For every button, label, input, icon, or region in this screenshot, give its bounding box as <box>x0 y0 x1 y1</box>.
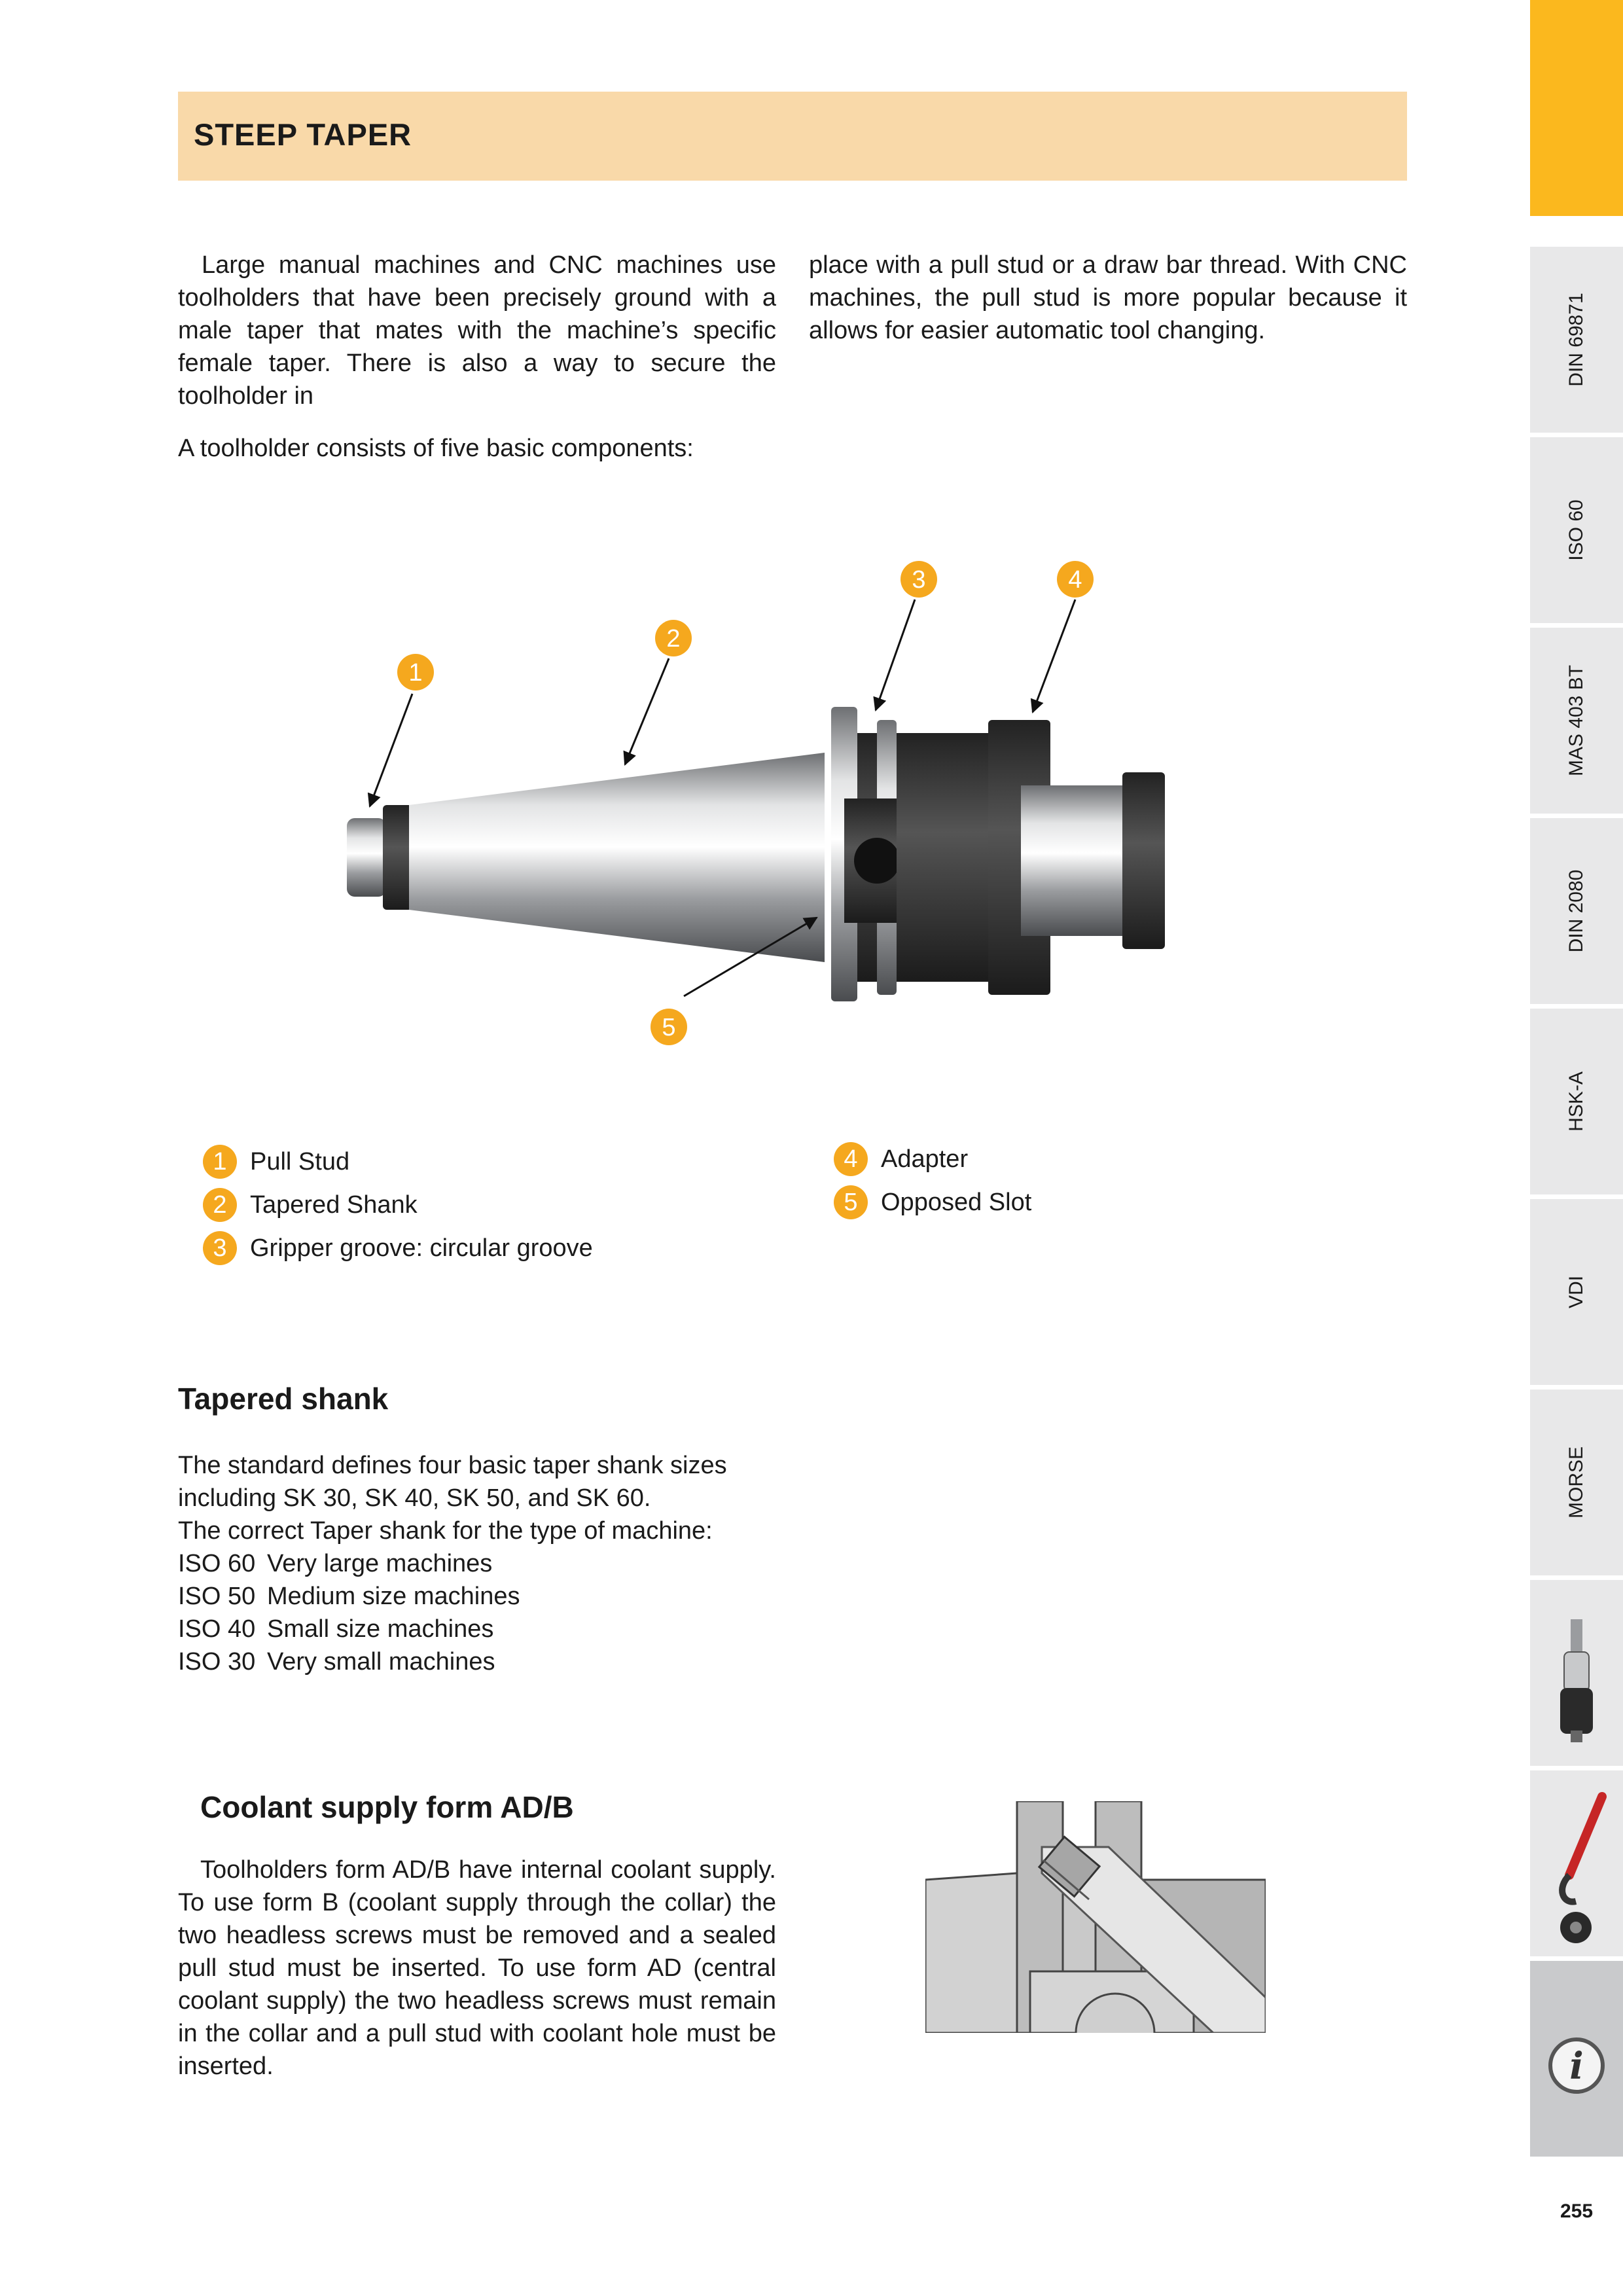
svg-text:4: 4 <box>1068 566 1082 594</box>
tapered-shank-heading: Tapered shank <box>178 1382 389 1416</box>
shank-size: ISO 30 <box>178 1648 256 1676</box>
shank-row <box>178 1645 832 1678</box>
sidebar <box>1530 0 1623 2157</box>
svg-text:i: i <box>1569 2045 1584 2088</box>
legend-label: Opposed Slot <box>881 1188 1032 1216</box>
shank-desc: Small size machines <box>267 1615 494 1643</box>
shank-row <box>178 1547 832 1580</box>
tab-label: MORSE <box>1565 1446 1587 1519</box>
legend-label: Gripper groove: circular groove <box>250 1234 593 1262</box>
legend-item <box>203 1183 593 1227</box>
legend-number: 5 <box>834 1185 868 1219</box>
tab-morse[interactable] <box>1530 1390 1623 1577</box>
callout-1 <box>397 654 434 691</box>
pull-stud-shape <box>347 805 412 910</box>
shank-size: ISO 50 <box>178 1583 256 1610</box>
legend-item <box>834 1181 1031 1224</box>
legend-label: Tapered Shank <box>250 1191 418 1219</box>
section-banner <box>178 92 1407 181</box>
tab-info[interactable] <box>1530 1961 1623 2157</box>
shank-desc: Medium size machines <box>267 1583 520 1610</box>
wrench-nut-icon <box>1530 1770 1623 1958</box>
tab-label: DIN 69871 <box>1565 293 1587 387</box>
legend-number: 1 <box>203 1145 237 1179</box>
coolant-heading: Coolant supply form AD/B <box>200 1790 574 1824</box>
intro-paragraph-left: Large manual machines and CNC machines use toolholders that have been precisely ground with a male taper that mates with the machine’s specific female taper. There is also a way to secure the toolholder in <box>178 251 776 410</box>
tab-drill-chuck[interactable] <box>1530 1580 1623 1768</box>
shank-desc: Very large machines <box>267 1550 493 1577</box>
sidebar-accent <box>1530 0 1623 216</box>
tab-label: ISO 60 <box>1565 499 1587 561</box>
shank-row <box>178 1613 832 1645</box>
shank-row <box>178 1580 832 1613</box>
tab-vdi[interactable] <box>1530 1199 1623 1387</box>
adapter-shape <box>897 720 1165 995</box>
tab-label: HSK-A <box>1565 1071 1587 1132</box>
tab-mas-403-bt[interactable] <box>1530 628 1623 816</box>
coolant-text: Toolholders form AD/B have internal coolant supply. To use form B (coolant supply through the collar) the two headless screws must be removed and a sealed pull stud must be inserted. To use form AD (central coolant supply) the two headless screws must remain in the collar and a pull stud with coolant hole must be inserted. <box>178 1856 776 2080</box>
legend-number: 3 <box>203 1231 237 1265</box>
legend-item <box>203 1140 593 1183</box>
callout-4 <box>1057 561 1094 598</box>
drill-chuck-icon <box>1530 1580 1623 1768</box>
info-icon <box>1530 1961 1623 2157</box>
shank-size: ISO 40 <box>178 1615 256 1643</box>
shank-size: ISO 60 <box>178 1550 256 1577</box>
shank-line-2: including SK 30, SK 40, SK 50, and SK 60. <box>178 1484 651 1512</box>
shank-desc: Very small machines <box>267 1648 495 1676</box>
legend-left <box>203 1140 593 1270</box>
tab-hsk-a[interactable] <box>1530 1009 1623 1196</box>
tab-label: MAS 403 BT <box>1565 664 1587 777</box>
legend-label: Adapter <box>881 1145 969 1173</box>
shank-line-3: The correct Taper shank for the type of machine: <box>178 1517 713 1545</box>
tab-label: DIN 2080 <box>1565 869 1587 953</box>
shank-line-1: The standard defines four basic taper shank sizes <box>178 1452 727 1479</box>
svg-text:2: 2 <box>666 625 681 653</box>
svg-text:1: 1 <box>408 659 423 687</box>
svg-text:3: 3 <box>912 566 926 594</box>
legend-number: 4 <box>834 1142 868 1176</box>
legend-right <box>834 1138 1031 1224</box>
page-number: 255 <box>1560 2200 1594 2222</box>
callout-3 <box>901 561 937 598</box>
tab-din-69871[interactable] <box>1530 247 1623 435</box>
tapered-shank-text <box>178 1449 832 1678</box>
page-title: STEEP TAPER <box>194 117 412 152</box>
callout-5 <box>651 1009 687 1045</box>
intro-paragraph-right: place with a pull stud or a draw bar thread. With CNC machines, the pull stud is more popular because it allows for easier automatic tool changing. <box>809 251 1407 344</box>
tab-din-2080[interactable] <box>1530 818 1623 1006</box>
legend-label: Pull Stud <box>250 1147 350 1175</box>
legend-item <box>203 1227 593 1270</box>
legend-item <box>834 1138 1031 1181</box>
tab-wrench[interactable] <box>1530 1770 1623 1958</box>
callout-2 <box>655 620 692 656</box>
legend-number: 2 <box>203 1188 237 1222</box>
tab-label: VDI <box>1565 1275 1587 1309</box>
tab-iso-60[interactable] <box>1530 437 1623 625</box>
toolholder-diagram <box>327 537 1178 1060</box>
tapered-shank-shape <box>409 753 825 962</box>
components-intro: A toolholder consists of five basic components: <box>178 435 694 462</box>
svg-text:5: 5 <box>662 1014 676 1041</box>
coolant-diagram <box>925 1801 1266 2033</box>
